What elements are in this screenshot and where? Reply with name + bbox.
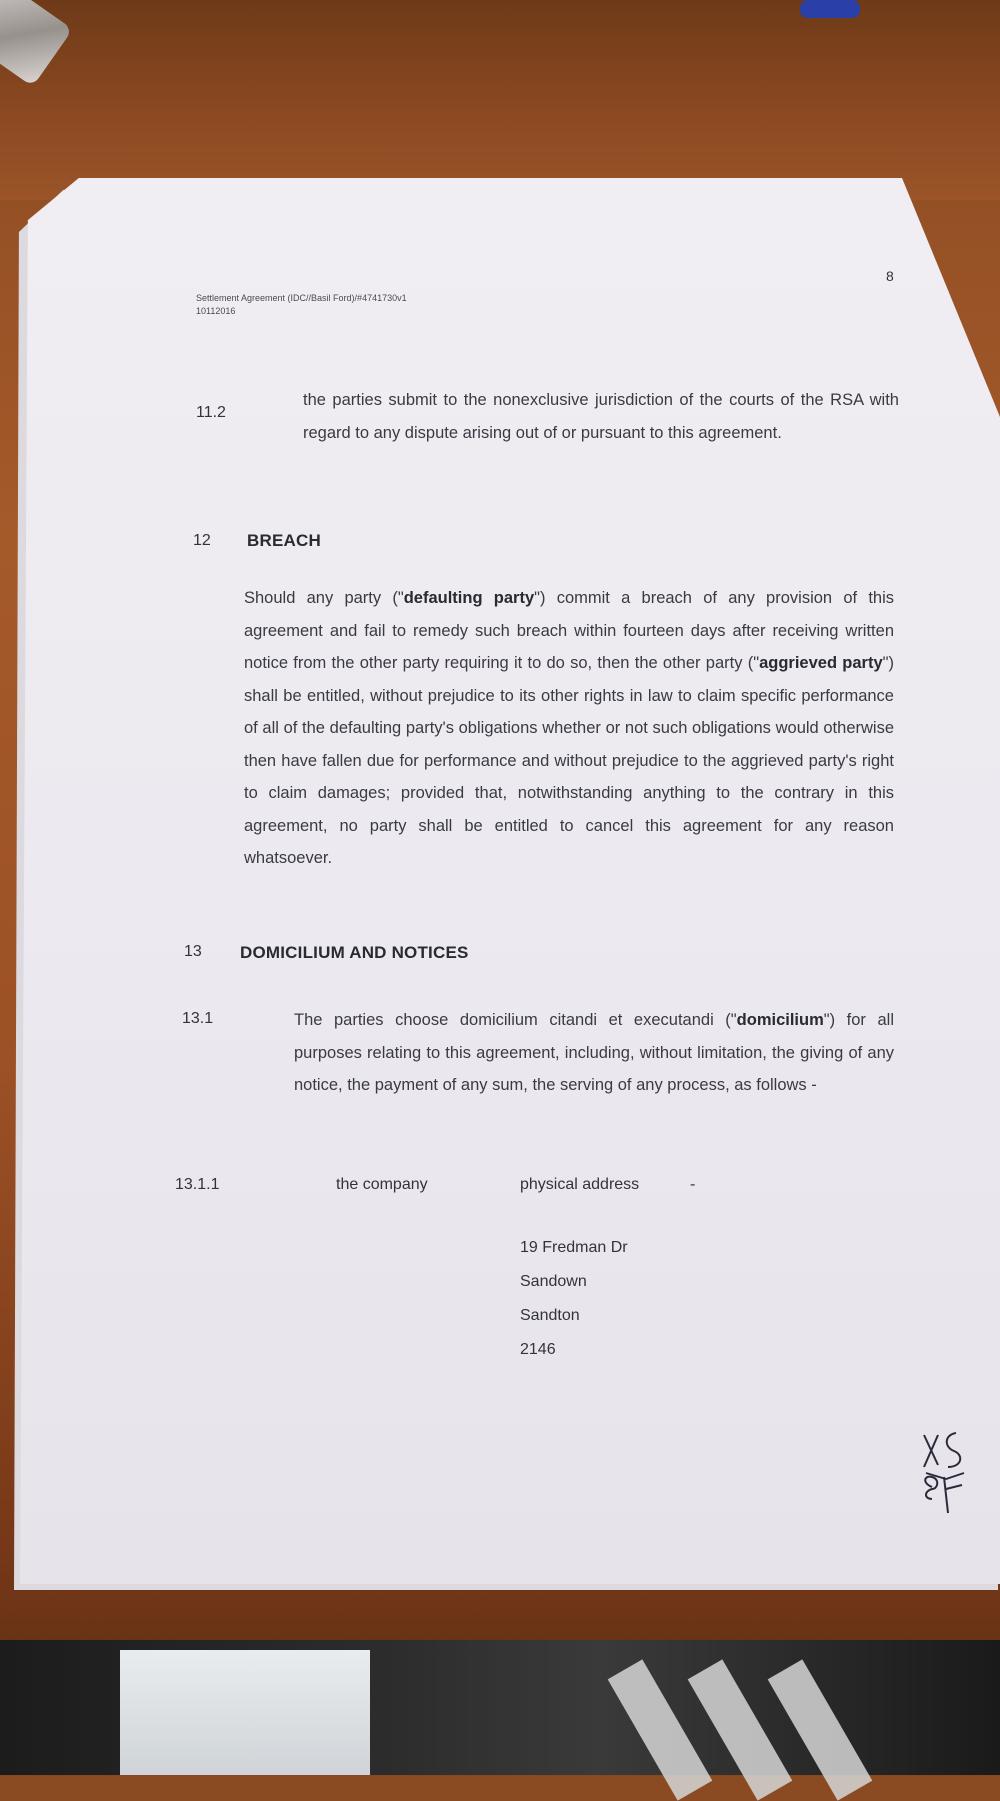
address-label: physical address: [520, 1176, 640, 1193]
text-run: ") for all purposes relating to this agreement, including, without limitation, the giving of any notice, the payment of any sum, the serving of any process, as follows -: [294, 1011, 894, 1094]
handwritten-initials: [916, 1425, 976, 1515]
defined-term: aggrieved party: [759, 654, 883, 672]
clause-number: 13.1: [182, 1010, 214, 1027]
clause-text: [294, 1004, 894, 1102]
text-run: Should any party (": [244, 589, 404, 607]
defined-term: domicilium: [736, 1011, 824, 1029]
text-run: ") shall be entitled, without prejudice to its other rights in law to claim specific performance of all of the defaulting party's obligations whether or not such obligations would otherwise then have fallen due for performance and without prejudice to the aggrieved party's right to claim damages; provided that, notwithstanding anything to the contrary in this agreement, no party shall be entitled to cancel this agreement for any reason whatsoever.: [244, 654, 894, 867]
defined-term: defaulting party: [403, 589, 535, 607]
clause-number: 13.1.1: [175, 1176, 220, 1193]
section-heading: DOMICILIUM AND NOTICES: [240, 943, 469, 962]
clause-text: [244, 582, 894, 875]
reference-line: Settlement Agreement (IDC//Basil Ford)/#4741730v1: [196, 293, 407, 303]
document-header: [196, 292, 407, 318]
clause-text: the parties submit to the nonexclusive jurisdiction of the courts of the RSA with regard to any dispute arising out of or pursuant to this agreement.: [303, 391, 899, 442]
address-line: 2146: [520, 1341, 556, 1358]
date-line: 10112016: [196, 306, 236, 316]
address-line: Sandown: [520, 1273, 587, 1290]
page-number: 8: [886, 268, 894, 284]
address-dash: -: [690, 1176, 696, 1193]
section-heading: BREACH: [247, 531, 321, 550]
section-number: 12: [193, 532, 211, 549]
address-line: Sandton: [520, 1307, 580, 1324]
text-run: The parties choose domicilium citandi et executandi (": [294, 1011, 737, 1029]
section-number: 13: [184, 943, 202, 960]
party-name: the company: [336, 1176, 428, 1193]
text-run: ") commit a breach of any provision of this agreement and fail to remedy such breach within fourteen days after receiving written notice from the other party requiring it to do so, then the other party (": [244, 589, 894, 672]
address-line: 19 Fredman Dr: [520, 1239, 628, 1256]
clause-number: 11.2: [196, 404, 226, 421]
